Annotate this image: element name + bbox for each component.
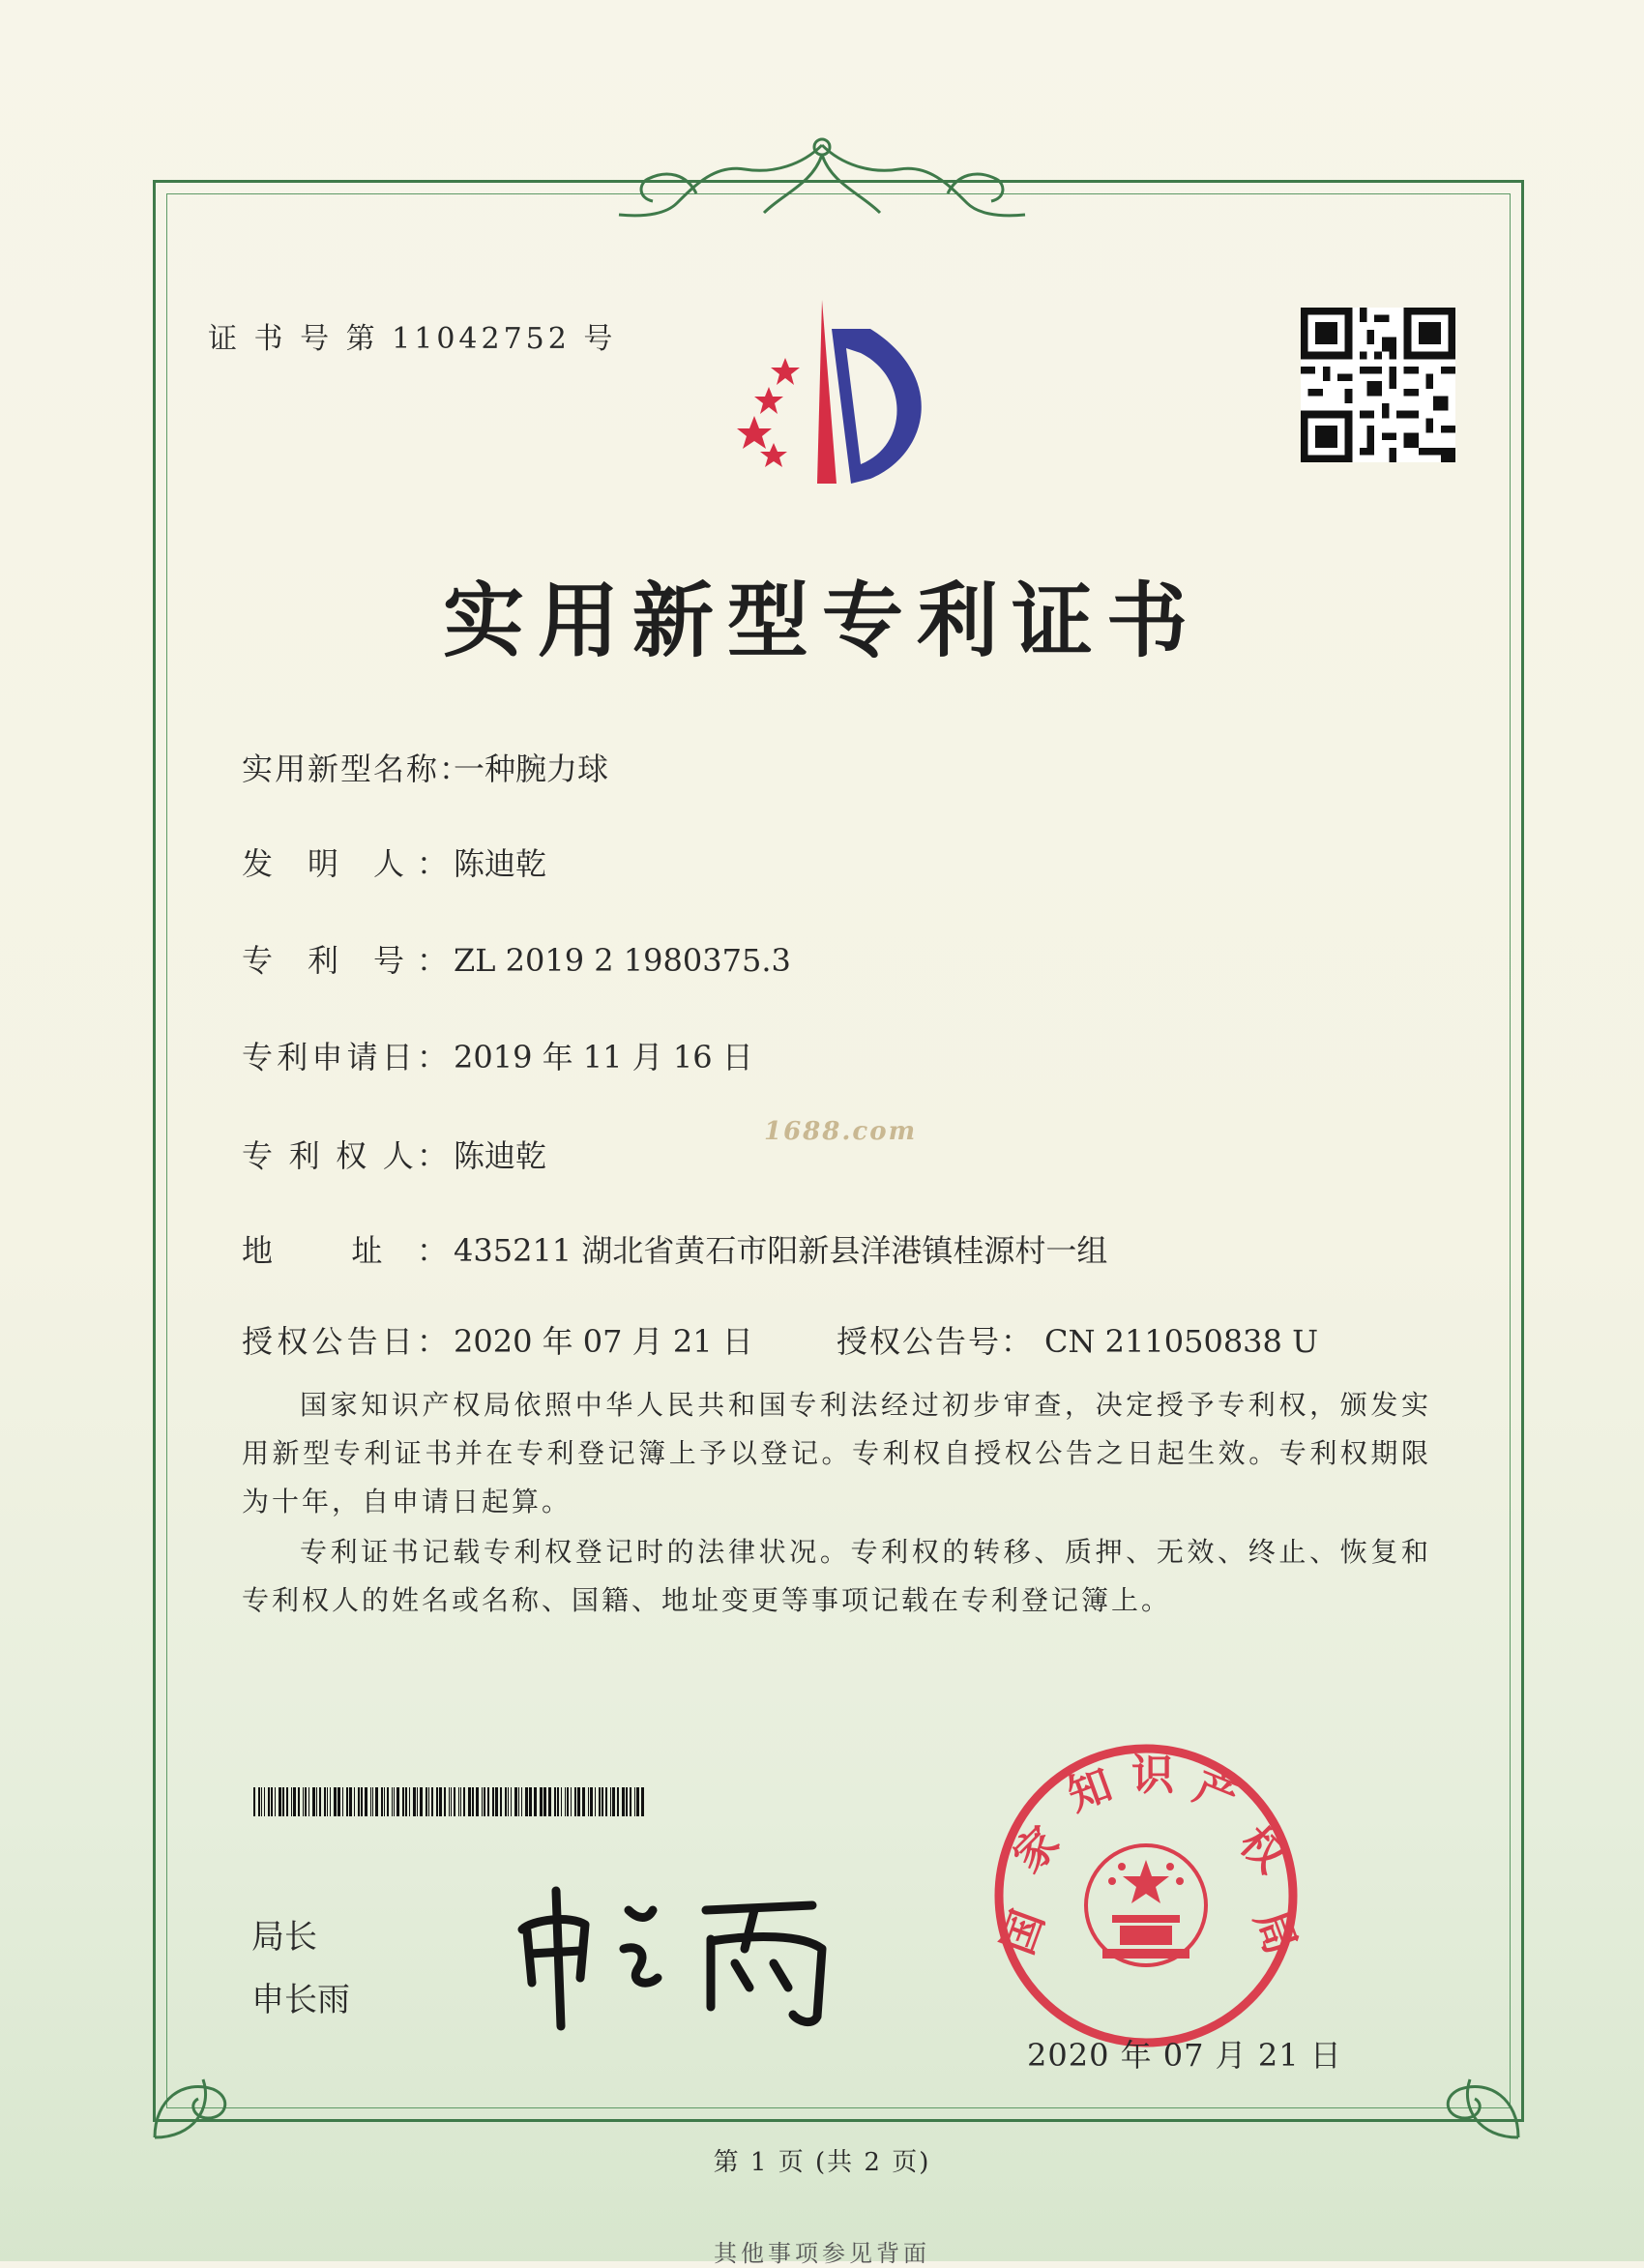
field-value: 2019 年 11 月 16 日 [454, 1039, 753, 1075]
field-value: 陈迪乾 [454, 845, 547, 882]
svg-text:识: 识 [1131, 1751, 1174, 1800]
field-patentee [242, 1132, 546, 1176]
field-value: CN 211050838 U [1044, 1323, 1319, 1360]
paragraph-grant-statement: 国家知识产权局依照中华人民共和国专利法经过初步审查，决定授予专利权，颁发实用新型专利证书并在专利登记簿上予以登记。专利权自授权公告之日起生效。专利权期限为十年，自申请日起算。 [242, 1389, 1431, 1517]
field-label: 授权公告日： [242, 1323, 450, 1360]
field-value: ZL 2019 2 1980375.3 [454, 942, 791, 979]
field-label: 专 利 号： [242, 942, 450, 979]
certificate-number: 证 书 号 第 11042752 号 [208, 322, 617, 356]
field-value: 435211 湖北省黄石市阳新县洋港镇桂源村一组 [454, 1232, 1108, 1269]
field-value: 陈迪乾 [454, 1137, 547, 1174]
corner-ornament-icon [1393, 2012, 1538, 2157]
field-label: 专 利 权 人： [242, 1137, 450, 1174]
cnipa-logo-icon [716, 290, 967, 493]
corner-ornament-icon [135, 2012, 280, 2157]
field-address [242, 1226, 1107, 1271]
qr-code-icon [1301, 308, 1455, 462]
seal-date: 2020 年 07 月 21 日 [1027, 2037, 1342, 2074]
official-seal-icon [986, 1736, 1306, 2055]
field-label: 专利申请日： [242, 1039, 450, 1075]
footer-note: 其他事项参见背面 [714, 2240, 930, 2267]
svg-text:国: 国 [992, 1903, 1054, 1961]
svg-text:局: 局 [1245, 1903, 1306, 1961]
field-label: 实用新型名称： [242, 751, 473, 787]
paragraph-legal-status: 专利证书记载专利权登记时的法律状况。专利权的转移、质押、无效、终止、恢复和专利权人的姓名或名称、国籍、地址变更等事项记载在专利登记簿上。 [242, 1536, 1431, 1616]
signature-icon [503, 1871, 851, 2036]
svg-text:家: 家 [1004, 1817, 1070, 1883]
field-utility-model-name [242, 745, 608, 789]
field-value: 2020 年 07 月 21 日 [454, 1323, 753, 1360]
director-name: 申长雨 [251, 1981, 350, 2019]
field-grant-date [242, 1317, 753, 1362]
svg-text:知: 知 [1061, 1759, 1119, 1821]
barcode-icon [253, 1787, 650, 1816]
ornament-top-icon [580, 126, 1064, 232]
field-patent-number [242, 936, 791, 981]
field-label: 地 址： [242, 1232, 450, 1269]
field-grant-number [837, 1317, 1318, 1362]
field-label: 发 明 人： [242, 845, 450, 882]
document-title: 实用新型专利证书 [442, 573, 1201, 668]
field-inventor [242, 839, 546, 884]
field-application-date [242, 1033, 753, 1077]
svg-text:产: 产 [1187, 1761, 1246, 1824]
watermark: 1688.com [764, 1117, 918, 1146]
svg-text:权: 权 [1229, 1817, 1295, 1883]
page-number: 第 1 页 (共 2 页) [713, 2148, 931, 2177]
field-value: 一种腕力球 [454, 751, 609, 787]
director-title: 局长 [251, 1918, 317, 1957]
field-label: 授权公告号： [837, 1323, 1035, 1360]
